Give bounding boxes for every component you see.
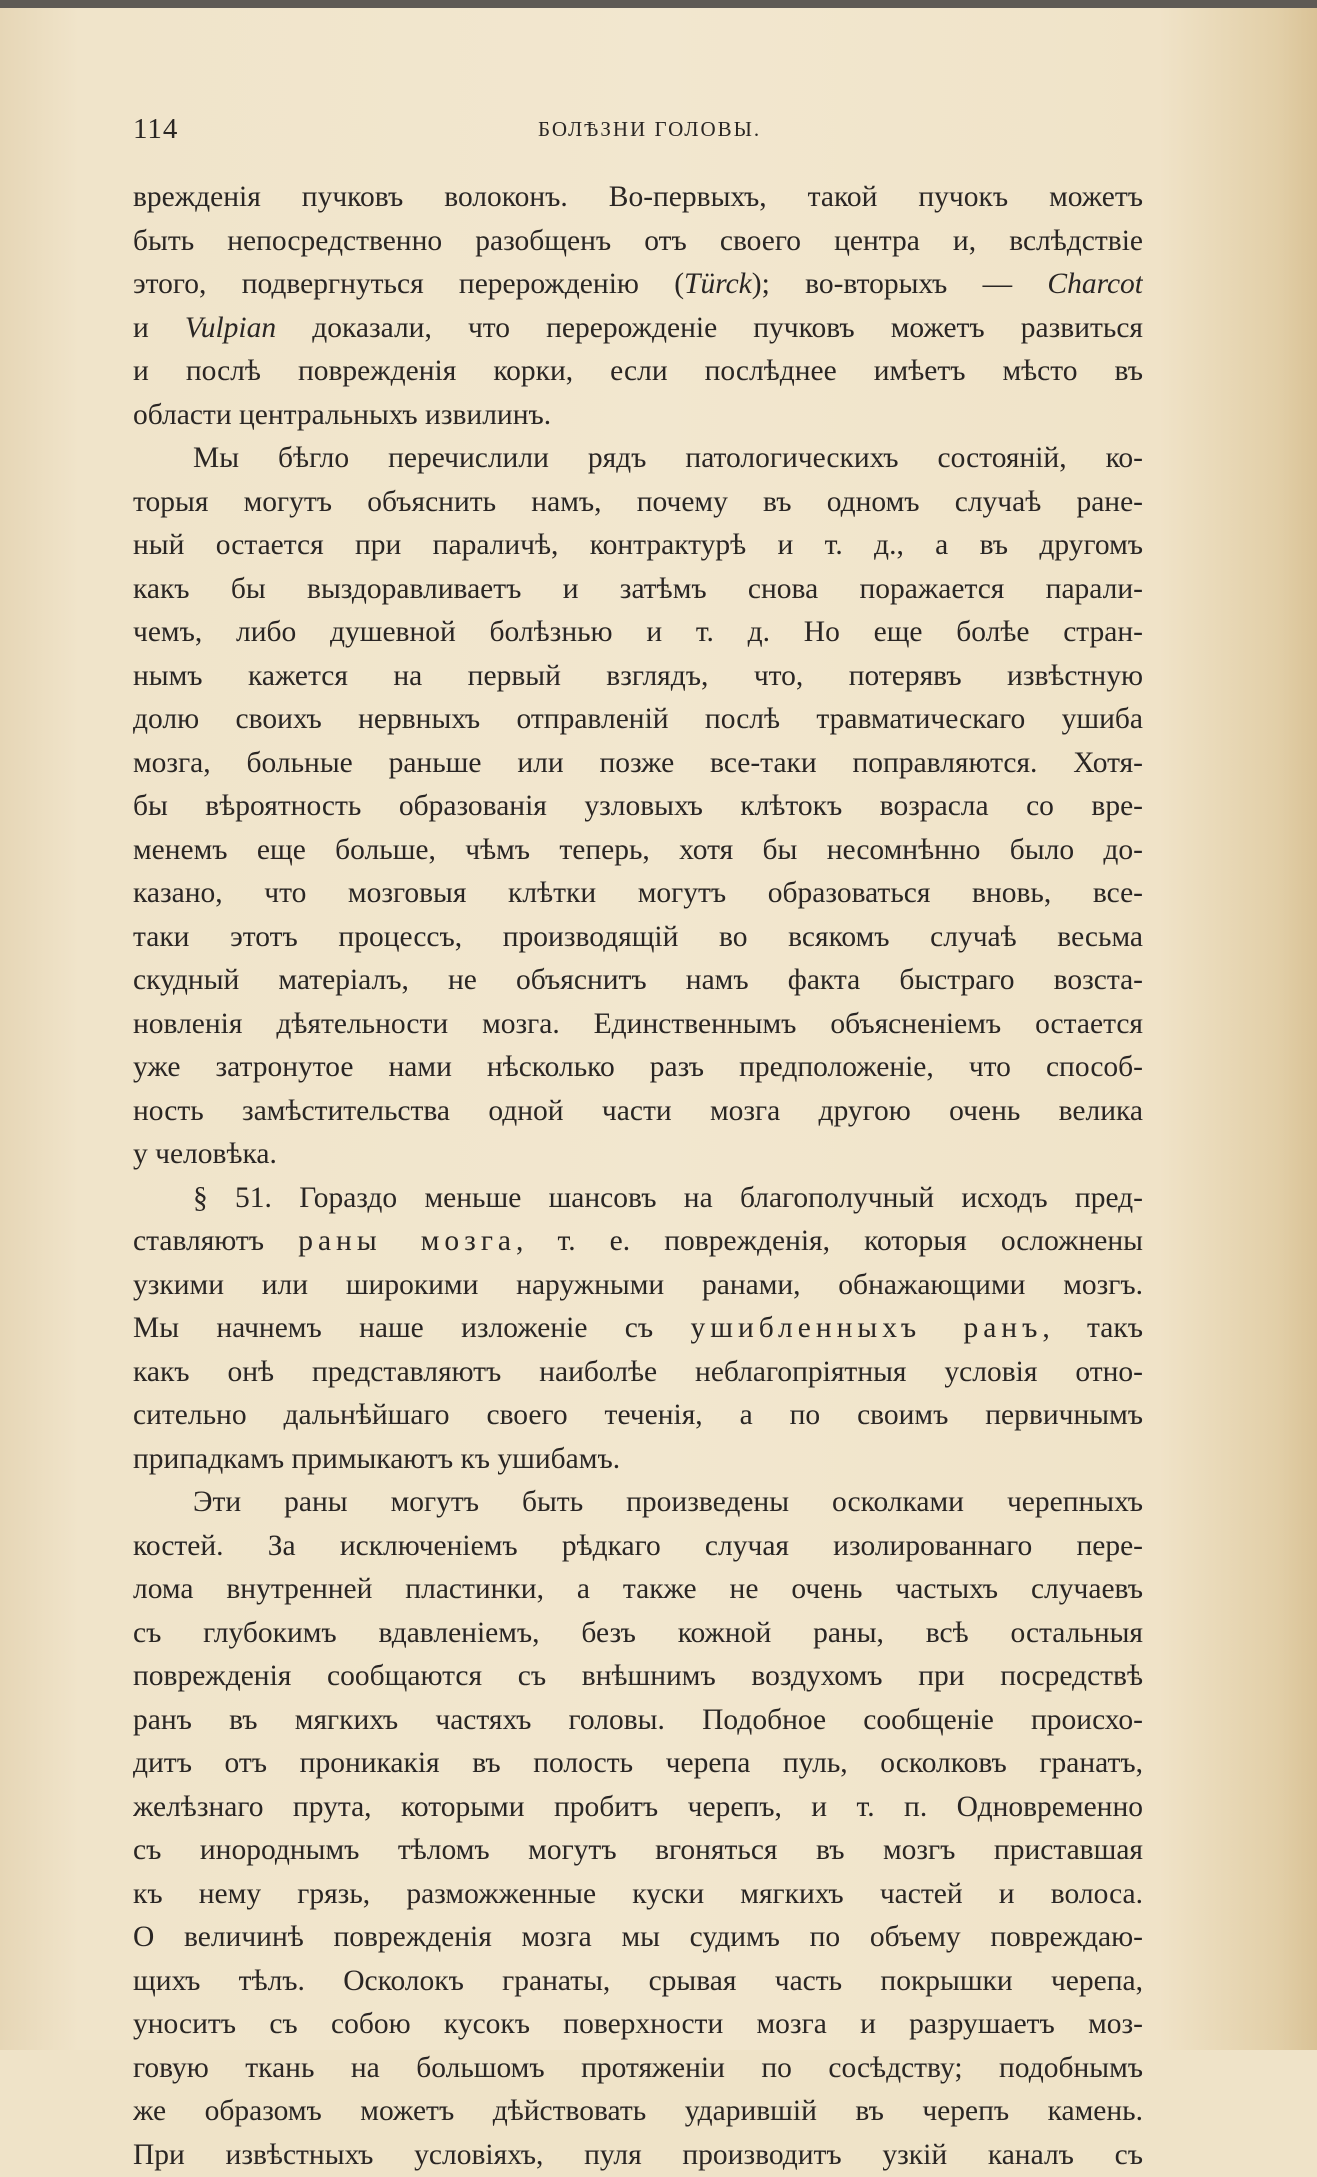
- text-segment: менемъ еще больше, чѣмъ теперь, хотя бы несомнѣнно было до-: [133, 834, 1143, 866]
- text-segment: желѣзнаго прута, которыми пробитъ черепъ, и т. п. Одновременно: [133, 1791, 1143, 1823]
- text-segment: ранъ въ мягкихъ частяхъ головы. Подобное сообщеніе происхо-: [133, 1704, 1143, 1736]
- text-line: [133, 263, 1143, 307]
- text-line: [133, 1612, 1143, 1656]
- spaced-emphasis: раны мозга: [298, 1225, 516, 1257]
- scan-top-edge: [0, 0, 1317, 8]
- text-line: [133, 742, 1143, 786]
- page-number: 114: [133, 113, 178, 146]
- text-line: [133, 1307, 1143, 1351]
- text-line: [133, 698, 1143, 742]
- text-segment: ный остается при параличѣ, контрактурѣ и т. д., а въ другомъ: [133, 529, 1143, 561]
- text-segment: Эти раны могутъ быть произведены осколками черепныхъ: [193, 1486, 1143, 1518]
- text-line: [133, 655, 1143, 699]
- text-segment: и: [133, 312, 185, 344]
- text-line: [133, 1916, 1143, 1960]
- text-line: [133, 1873, 1143, 1917]
- text-line: [133, 568, 1143, 612]
- text-line: [133, 1481, 1143, 1525]
- text-line: [133, 437, 1143, 481]
- text-segment: новленія дѣятельности мозга. Единственнымъ объясненіемъ остается: [133, 1008, 1143, 1040]
- text-line: [133, 785, 1143, 829]
- text-segment: При извѣстныхъ условіяхъ, пуля производитъ узкій каналъ съ: [133, 2139, 1143, 2171]
- text-segment: у человѣка.: [133, 1138, 277, 1170]
- text-segment: О величинѣ поврежденія мозга мы судимъ по объему повреждаю-: [133, 1921, 1143, 1953]
- text-segment: чемъ, либо душевной болѣзнью и т. д. Но еще болѣе стран-: [133, 616, 1143, 648]
- text-segment: поврежденія сообщаются съ внѣшнимъ воздухомъ при посредствѣ: [133, 1660, 1143, 1692]
- text-segment: лома внутренней пластинки, а также не очень частыхъ случаевъ: [133, 1573, 1143, 1605]
- text-line: [133, 1177, 1143, 1221]
- text-segment: дитъ отъ проникакія въ полость черепа пуль, осколковъ гранатъ,: [133, 1747, 1143, 1779]
- text-line: [133, 829, 1143, 873]
- text-segment: § 51. Гораздо меньше шансовъ на благополучный исходъ пред-: [193, 1182, 1143, 1214]
- text-line: [133, 916, 1143, 960]
- text-line: [133, 1525, 1143, 1569]
- text-segment: съ глубокимъ вдавленіемъ, безъ кожной раны, всѣ остальныя: [133, 1617, 1143, 1649]
- text-line: [133, 1264, 1143, 1308]
- text-line: [133, 1133, 1143, 1177]
- text-segment: нымъ кажется на первый взглядъ, что, потерявъ извѣстную: [133, 660, 1143, 692]
- italic-name: Türck: [684, 268, 752, 300]
- text-segment: какъ бы выздоравливаетъ и затѣмъ снова поражается парали-: [133, 573, 1143, 605]
- text-line: [133, 1351, 1143, 1395]
- text-segment: казано, что мозговыя клѣтки могутъ образоваться вновь, все-: [133, 877, 1143, 909]
- text-line: [133, 2003, 1143, 2047]
- text-segment: доказали, что перерожденіе пучковъ можетъ развиться: [276, 312, 1143, 344]
- text-line: [133, 1090, 1143, 1134]
- text-segment: таки этотъ процессъ, производящій во всякомъ случаѣ весьма: [133, 921, 1143, 953]
- text-line: [133, 1438, 1143, 1482]
- text-segment: сительно дальнѣйшаго своего теченія, а по своимъ первичнымъ: [133, 1399, 1143, 1431]
- text-segment: ); во-вторыхъ —: [752, 268, 1048, 300]
- text-line: [133, 524, 1143, 568]
- text-line: [133, 611, 1143, 655]
- spaced-emphasis: ушибленныхъ ранъ: [690, 1312, 1042, 1344]
- text-line: [133, 1829, 1143, 1873]
- italic-name: Vulpian: [185, 312, 276, 344]
- text-line: [133, 394, 1143, 438]
- text-segment: какъ онѣ представляютъ наиболѣе неблагопріятныя условія отно-: [133, 1356, 1143, 1388]
- text-line: [133, 176, 1143, 220]
- text-segment: долю своихъ нервныхъ отправленій послѣ травматическаго ушиба: [133, 703, 1143, 735]
- text-segment: и послѣ поврежденія корки, если послѣднее имѣетъ мѣсто въ: [133, 355, 1143, 387]
- text-line: [133, 1960, 1143, 2004]
- running-head: БОЛѢЗНИ ГОЛОВЫ.: [538, 117, 761, 142]
- text-segment: скудный матеріалъ, не объяснитъ намъ факта быстраго возста-: [133, 964, 1143, 996]
- text-segment: быть непосредственно разобщенъ отъ своего центра и, вслѣдствіе: [133, 225, 1143, 257]
- text-line: [133, 959, 1143, 1003]
- text-segment: узкими или широкими наружными ранами, обнажающими мозгъ.: [133, 1269, 1143, 1301]
- text-line: [133, 481, 1143, 525]
- text-segment: бы вѣроятность образованія узловыхъ клѣтокъ возрасла со вре-: [133, 790, 1143, 822]
- text-line: [133, 1220, 1143, 1264]
- text-line: [133, 2090, 1143, 2134]
- text-segment: Мы начнемъ наше изложеніе съ: [133, 1312, 690, 1344]
- text-line: [133, 872, 1143, 916]
- text-line: [133, 1568, 1143, 1612]
- text-segment: говую ткань на большомъ протяженіи по сосѣдству; подобнымъ: [133, 2052, 1143, 2084]
- text-segment: щихъ тѣлъ. Осколокъ гранаты, срывая часть покрышки черепа,: [133, 1965, 1143, 1997]
- text-line: [133, 350, 1143, 394]
- text-segment: же образомъ можетъ дѣйствовать ударившій въ черепъ камень.: [133, 2095, 1143, 2127]
- text-segment: ность замѣстительства одной части мозга другою очень велика: [133, 1095, 1143, 1127]
- text-segment: съ инороднымъ тѣломъ могутъ вгоняться въ мозгъ приставшая: [133, 1834, 1143, 1866]
- text-line: [133, 220, 1143, 264]
- text-segment: припадкамъ примыкаютъ къ ушибамъ.: [133, 1443, 620, 1475]
- text-segment: къ нему грязь, разможженные куски мягкихъ частей и волоса.: [133, 1878, 1143, 1910]
- text-segment: , т. е. поврежденія, которыя осложнены: [516, 1225, 1143, 1257]
- text-segment: мозга, больные раньше или позже все-таки поправляются. Хотя-: [133, 747, 1143, 779]
- text-line: [133, 2134, 1143, 2177]
- text-segment: врежденія пучковъ волоконъ. Во-первыхъ, такой пучокъ можетъ: [133, 181, 1143, 213]
- text-segment: области центральныхъ извилинъ.: [133, 399, 551, 431]
- text-segment: торыя могутъ объяснить намъ, почему въ одномъ случаѣ ране-: [133, 486, 1143, 518]
- text-line: [133, 1786, 1143, 1830]
- text-segment: , такъ: [1042, 1312, 1143, 1344]
- italic-name: Charcot: [1047, 268, 1143, 300]
- body-text: [133, 176, 1143, 2177]
- text-segment: уже затронутое нами нѣсколько разъ предположеніе, что способ-: [133, 1051, 1143, 1083]
- text-segment: этого, подвергнуться перерожденію (: [133, 268, 684, 300]
- text-line: [133, 1046, 1143, 1090]
- text-line: [133, 1655, 1143, 1699]
- text-segment: ставляютъ: [133, 1225, 298, 1257]
- text-line: [133, 307, 1143, 351]
- text-line: [133, 1699, 1143, 1743]
- text-segment: костей. За исключеніемъ рѣдкаго случая изолированнаго пере-: [133, 1530, 1143, 1562]
- text-segment: уноситъ съ собою кусокъ поверхности мозга и разрушаетъ моз-: [133, 2008, 1143, 2040]
- text-line: [133, 1394, 1143, 1438]
- text-line: [133, 2047, 1143, 2091]
- text-line: [133, 1003, 1143, 1047]
- page-header: [133, 113, 1143, 149]
- text-line: [133, 1742, 1143, 1786]
- text-segment: Мы бѣгло перечислили рядъ патологическихъ состояній, ко-: [193, 442, 1143, 474]
